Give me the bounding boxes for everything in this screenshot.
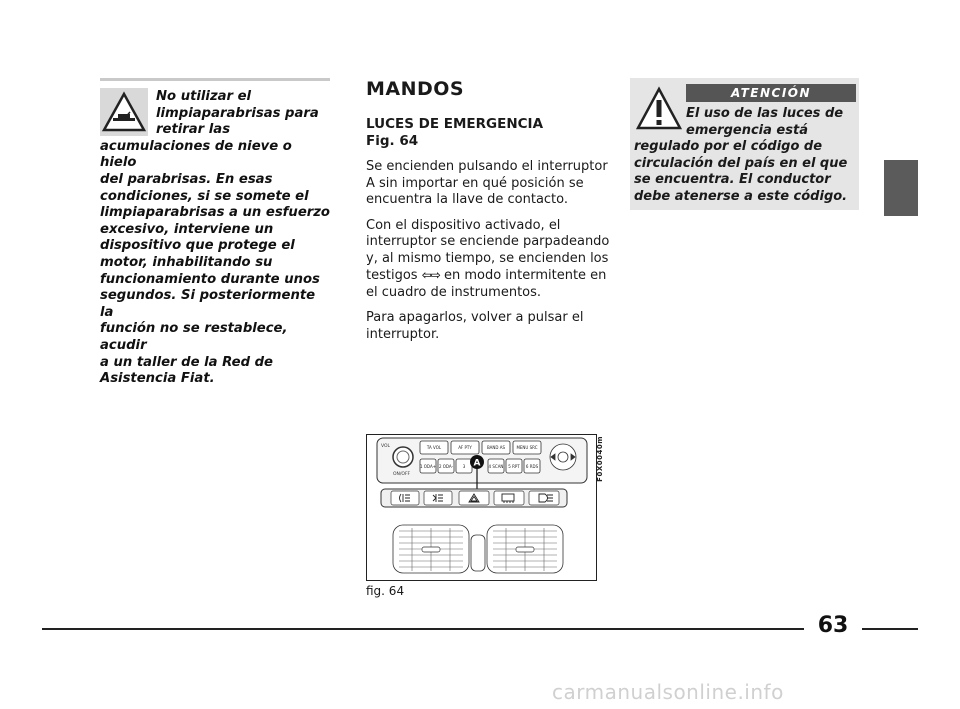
paragraph-3: Para apagarlos, volver a pulsar el interruptor.	[366, 310, 584, 342]
radio-btn-band: BAND AS	[486, 445, 506, 450]
figure-caption: fig. 64	[366, 584, 405, 598]
subsection-title: LUCES DE EMERGENCIA Fig. 64	[366, 116, 544, 149]
radio-btn-4: 4 SCAN	[488, 464, 504, 469]
attention-label: ATENCIÓN	[686, 84, 856, 102]
page-number: 63	[817, 613, 849, 638]
radio-btn-menu: MENU SRC	[516, 445, 538, 450]
paragraph-1: Se encienden pulsando el interruptor A sin importar en qué posición se encuentra la llave de contacto.	[366, 159, 608, 207]
callout-a: A	[473, 458, 481, 469]
footer-rule-left	[42, 628, 804, 630]
footer-rule-right	[862, 628, 918, 630]
warning-text: No utilizar el limpiaparabrisas para retirar las acumulaciones de nieve o hielo del parabrisas. En esas condiciones, si se somete el limpiaparabrisas a un esfuerzo excesivo, interviene un dispositivo que protege el motor, inhabilitando su funcionamiento durante unos segundos. Si posteriormente la función no se restablece, acudir a un taller de la Red de Asistencia Fiat.	[100, 89, 330, 387]
attention-text: El uso de las luces de emergencia está regulado por el código de circulación del país en el que se encuentra. El conductor debe atenerse a este código.	[634, 106, 848, 204]
radio-btn-af: AF PTY	[458, 445, 472, 450]
radio-btn-1: 1 ODA+	[419, 464, 437, 469]
figure-code: F0X0040m	[596, 436, 604, 482]
paragraph-2: Con el dispositivo activado, el interruptor se enciende parpadeando y, al mismo tiempo, se encienden los testigos ⇦⇨ en modo intermitente en el cuadro de instrumentos.	[366, 217, 610, 300]
radio-btn-6: 6 RDS	[525, 464, 539, 469]
section-title: MANDOS	[366, 78, 465, 100]
radio-onoff-label: ON/OFF	[393, 472, 411, 477]
watermark: carmanualsonline.info	[552, 680, 784, 704]
turn-signal-arrows-icon: ⇦⇨	[421, 268, 440, 282]
attention-box	[630, 78, 859, 210]
figure-dashboard	[366, 434, 597, 581]
warning-note	[100, 78, 330, 388]
wiper-warning-icon	[100, 88, 148, 136]
radio-btn-5: 5 RPT	[508, 464, 520, 469]
section-tab-marker	[884, 160, 918, 216]
radio-vol-label: VOL	[381, 444, 391, 449]
main-section	[366, 78, 616, 343]
dashboard-illustration	[367, 435, 596, 580]
radio-btn-3: 3	[462, 464, 466, 469]
radio-btn-ta: TA VOL	[426, 445, 442, 450]
radio-btn-2: 2 ODA-	[438, 464, 454, 469]
